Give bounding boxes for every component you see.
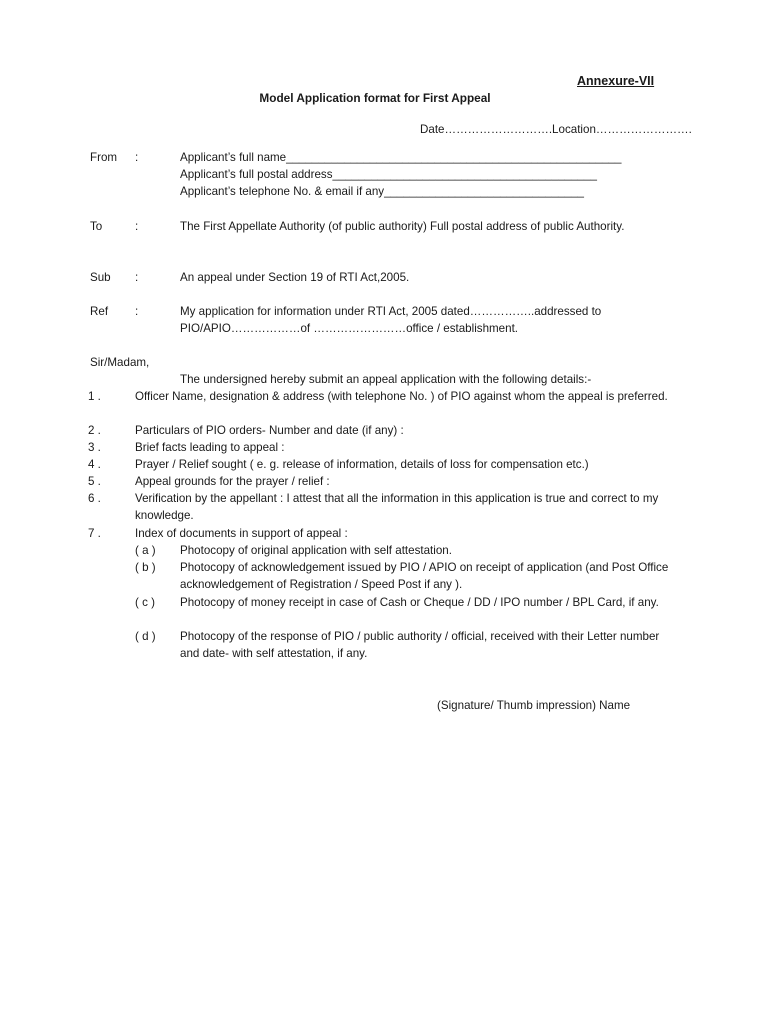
sub-colon: :	[135, 271, 139, 284]
list-item: Verification by the appellant : I attest that all the information in this application is true and correct to my knowledge.	[135, 492, 659, 522]
list-item: Prayer / Relief sought ( e. g. release of information, details of loss for compensation etc.)	[135, 458, 589, 471]
from-label: From	[90, 151, 118, 164]
list-item: Officer Name, designation & address (with telephone No. ) of PIO against whom the appeal is preferred.	[135, 390, 668, 403]
ref-colon: :	[135, 305, 139, 318]
list-item-number: 6 .	[88, 492, 101, 505]
ref-label: Ref	[90, 305, 109, 318]
sub-item: Photocopy of money receipt in case of Cash or Cheque / DD / IPO number / BPL Card, if any.	[180, 596, 659, 609]
list-item-number: 4 .	[88, 458, 101, 471]
list-item: Brief facts leading to appeal :	[135, 441, 285, 454]
ref-text: My application for information under RTI Act, 2005 dated……………..addressed to PIO/APIO………………of ……………………office / establishment.	[180, 305, 602, 335]
to-text: The First Appellate Authority (of public authority) Full postal address of public Authority.	[180, 220, 625, 233]
applicant-address-line: Applicant’s full postal address_________________________________________	[180, 168, 597, 181]
applicant-contact-line: Applicant’s telephone No. & email if any_______________________________	[180, 185, 584, 198]
list-item-number: 5 .	[88, 475, 101, 488]
list-item-number: 1 .	[88, 390, 101, 403]
sub-item-label: ( b )	[135, 561, 156, 574]
sub-item: Photocopy of acknowledgement issued by PIO / APIO on receipt of application (and Post Office acknowledgement of Registration / Speed Post if any ).	[180, 561, 669, 591]
sub-label: Sub	[90, 271, 111, 284]
signature-line: (Signature/ Thumb impression) Name	[437, 699, 631, 712]
sub-item: Photocopy of the response of PIO / public authority / official, received with their Letter number and date- with self attestation, if any.	[180, 630, 660, 660]
list-item-number: 7 .	[88, 527, 101, 540]
to-label: To	[90, 220, 103, 233]
intro-text: The undersigned hereby submit an appeal application with the following details:-	[180, 373, 592, 386]
annexure-label: Annexure-VII	[577, 74, 655, 88]
sub-item-label: ( a )	[135, 544, 156, 557]
sub-item-label: ( c )	[135, 596, 155, 609]
sub-item-label: ( d )	[135, 630, 156, 643]
from-colon: :	[135, 151, 139, 164]
list-item-number: 3 .	[88, 441, 101, 454]
list-item: Index of documents in support of appeal :	[135, 527, 348, 540]
to-colon: :	[135, 220, 139, 233]
sub-text: An appeal under Section 19 of RTI Act,2005.	[180, 271, 410, 284]
salutation: Sir/Madam,	[90, 356, 150, 369]
list-item-number: 2 .	[88, 424, 101, 437]
list-item: Appeal grounds for the prayer / relief :	[135, 475, 330, 488]
list-item: Particulars of PIO orders- Number and date (if any) :	[135, 424, 404, 437]
document-title: Model Application format for First Appeal	[259, 91, 491, 105]
applicant-name-line: Applicant’s full name____________________________________________________	[180, 151, 622, 164]
date-location-line: Date……………………….Location…………………….	[420, 123, 692, 136]
sub-item: Photocopy of original application with self attestation.	[180, 544, 452, 557]
